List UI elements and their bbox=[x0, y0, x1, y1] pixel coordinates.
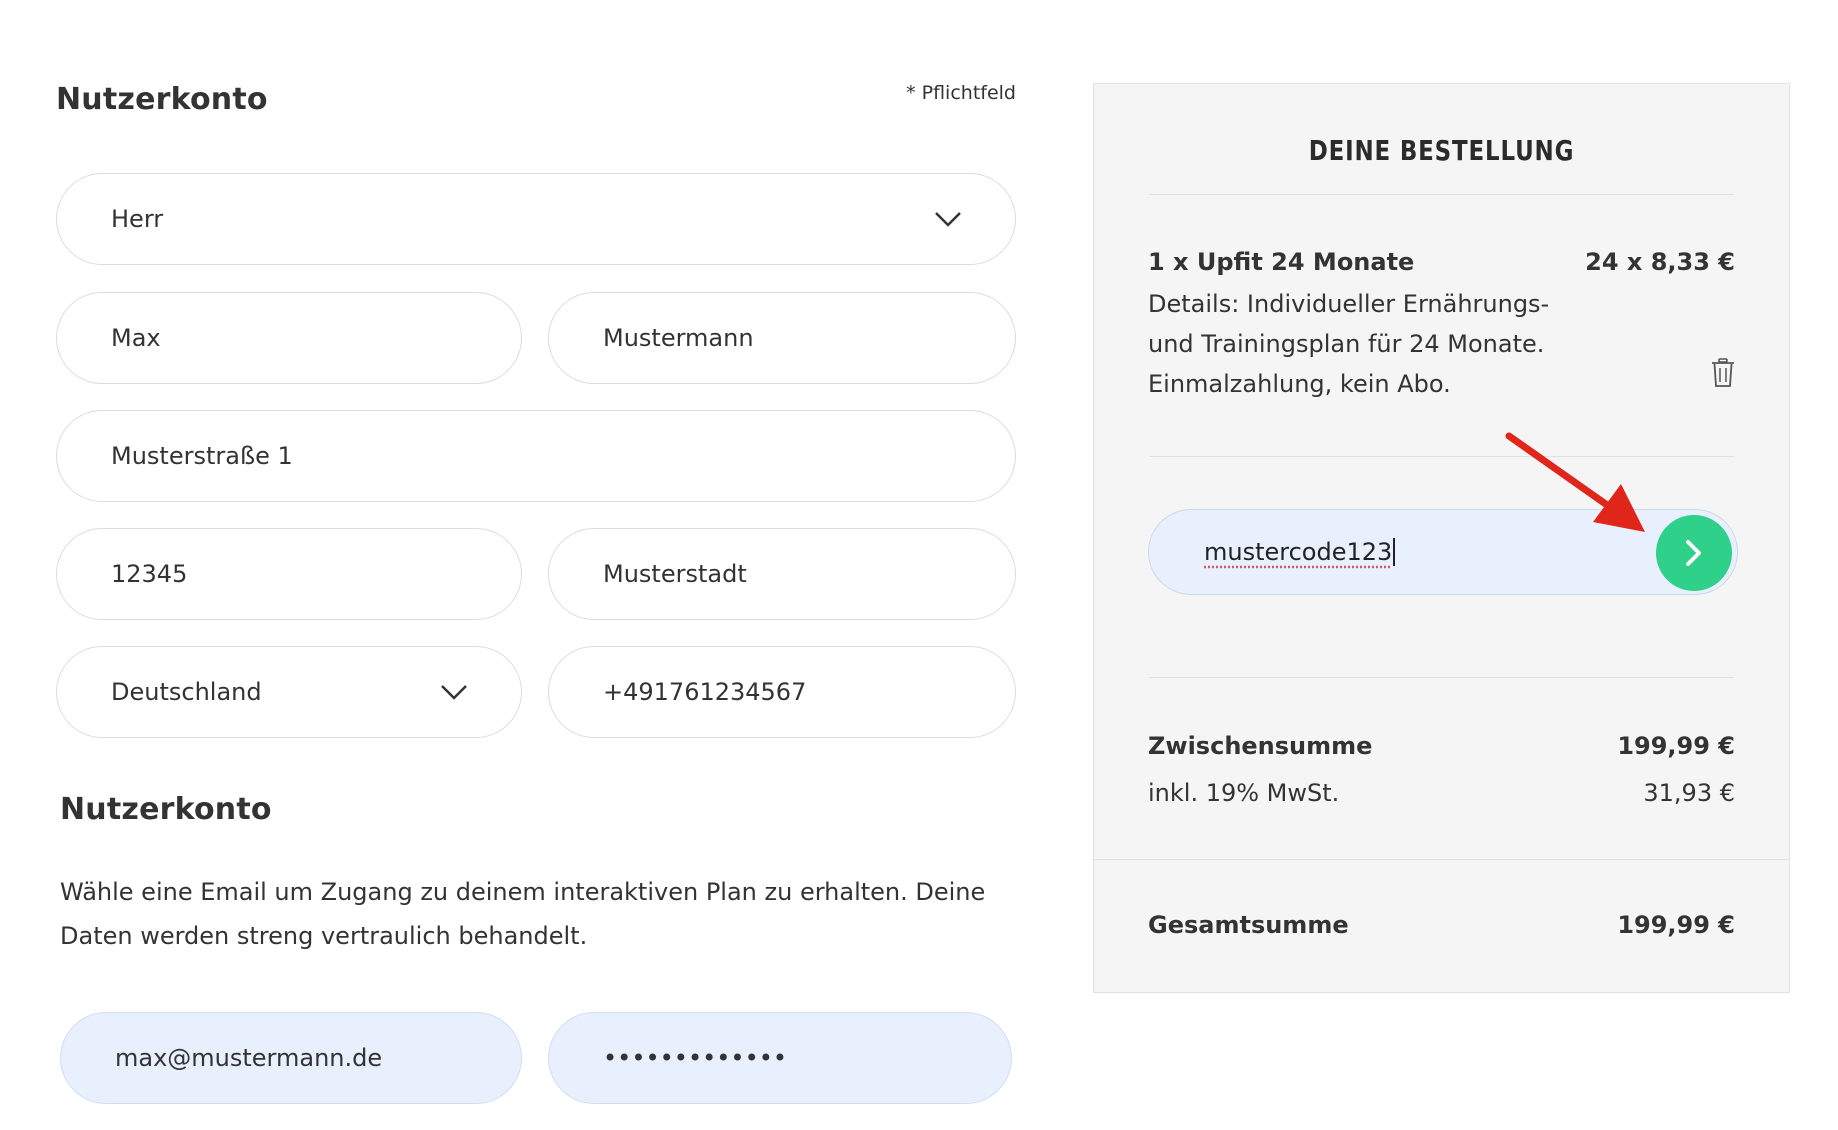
zip-field[interactable] bbox=[56, 528, 522, 620]
subtotal-value: 199,99 € bbox=[1617, 732, 1735, 760]
order-title: DEINE BESTELLUNG bbox=[1308, 134, 1575, 167]
divider bbox=[1149, 194, 1734, 195]
vat-label: inkl. 19% MwSt. bbox=[1148, 779, 1340, 807]
city-field[interactable] bbox=[548, 528, 1016, 620]
first-name-field[interactable] bbox=[56, 292, 522, 384]
country-select[interactable] bbox=[56, 646, 522, 738]
street-field[interactable] bbox=[56, 410, 1016, 502]
order-item-details: Details: Individueller Ernährungs- und Trainingsplan für 24 Monate. Einmalzahlung, kein Abo. bbox=[1148, 290, 1550, 398]
city-value: Musterstadt bbox=[603, 560, 747, 588]
password-field[interactable] bbox=[548, 1012, 1012, 1104]
annotation-arrow-icon bbox=[1505, 430, 1655, 540]
subtotal-label: Zwischensumme bbox=[1148, 732, 1373, 760]
password-value: ••••••••••••• bbox=[603, 1044, 788, 1072]
phone-field[interactable] bbox=[548, 646, 1016, 738]
last-name-value: Mustermann bbox=[603, 324, 754, 352]
total-row bbox=[1148, 911, 1735, 939]
trash-icon[interactable] bbox=[1711, 358, 1735, 388]
last-name-field[interactable] bbox=[548, 292, 1016, 384]
coupon-code-value: mustercode123 bbox=[1204, 538, 1393, 566]
required-field-note: * Pflichtfeld bbox=[906, 82, 1016, 104]
login-description: Wähle eine Email um Zugang zu deinem interaktiven Plan zu erhalten. Deine Daten werden streng vertraulich behandelt. bbox=[60, 878, 986, 950]
phone-value: +491761234567 bbox=[603, 678, 807, 706]
vat-value: 31,93 € bbox=[1643, 779, 1735, 807]
order-summary bbox=[1093, 83, 1790, 993]
chevron-down-icon bbox=[439, 683, 469, 701]
subtotal-row bbox=[1148, 732, 1735, 760]
total-label: Gesamtsumme bbox=[1148, 911, 1349, 939]
email-field[interactable] bbox=[60, 1012, 522, 1104]
account-section-title: Nutzerkonto bbox=[56, 82, 268, 117]
zip-value: 12345 bbox=[111, 560, 188, 588]
text-caret bbox=[1393, 538, 1395, 566]
street-value: Musterstraße 1 bbox=[111, 442, 293, 470]
salutation-value: Herr bbox=[111, 205, 164, 233]
divider bbox=[1094, 859, 1789, 860]
order-item-price: 24 x 8,33 € bbox=[1585, 248, 1735, 276]
chevron-right-icon bbox=[1681, 538, 1707, 568]
total-value: 199,99 € bbox=[1617, 911, 1735, 939]
divider bbox=[1149, 677, 1734, 678]
apply-coupon-button[interactable] bbox=[1656, 515, 1732, 591]
login-section-title: Nutzerkonto bbox=[60, 792, 272, 827]
email-value: max@mustermann.de bbox=[115, 1044, 383, 1072]
country-value: Deutschland bbox=[111, 678, 262, 706]
chevron-down-icon bbox=[933, 210, 963, 228]
vat-row bbox=[1148, 779, 1735, 807]
salutation-select[interactable] bbox=[56, 173, 1016, 265]
first-name-value: Max bbox=[111, 324, 161, 352]
order-item-name: 1 x Upfit 24 Monate bbox=[1148, 248, 1415, 276]
